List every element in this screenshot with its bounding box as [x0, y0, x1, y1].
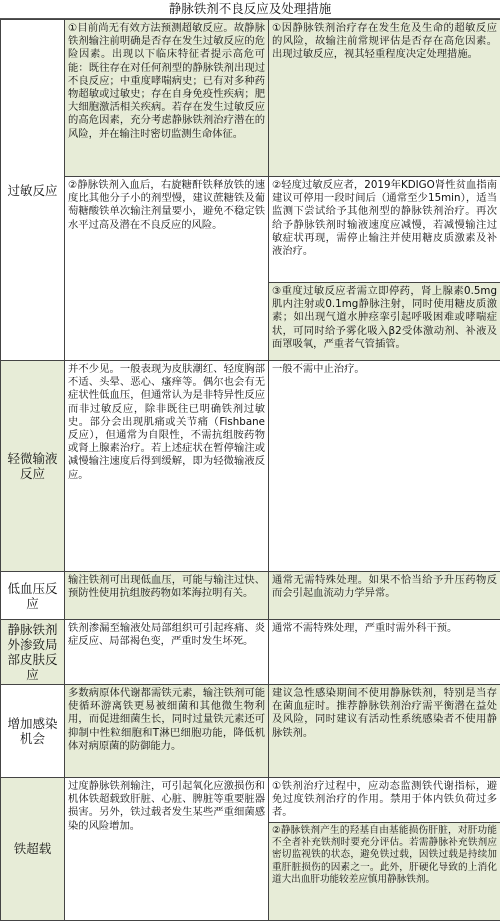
cause-cell: 铁剂渗漏至输液处局部组织可引起疼痛、炎症反应、局部褐色变，严重时发生坏死。: [65, 620, 269, 685]
table-row: [1, 20, 500, 177]
category-cell: 铁超载: [1, 778, 65, 921]
measure-cell: ①铁剂治疗过程中，应动态监测铁代谢指标，避免过度铁剂治疗的作用。禁用于体内铁负荷过多者。: [269, 778, 500, 823]
adverse-reaction-table: [0, 19, 500, 921]
table-row: [1, 620, 500, 685]
cause-cell: ①目前尚无有效方法预测超敏反应。故静脉铁剂输注前明确是否存在发生过敏反应的危险因素。出现以下临床特征者提示高危可能：既往存在对任何剂型的静脉铁剂出现过不良反应；中重度哮喘病史；已有对多种药物超敏或过敏史；存在自身免疫性疾病；肥大细胞激活相关疾病。若存在发生过敏反应的高危因素，充分考虑静脉铁剂治疗潜在的风险，并在输注时密切监测生命体征。: [65, 20, 269, 177]
cause-cell: 并不少见。一般表现为皮肤潮红、轻度胸部不适、头晕、恶心、瘙痒等。偶尔也会有无症状性低血压，但通常认为是非特异性反应而非过敏反应，除非既往已明确铁剂过敏史。部分会出现肌痛或关节痛（Fishbane反应），但通常为自限性，不需抗组胺药物或肾上腺素治疗。若上述症状在暂停输注或减慢输注速度后得到缓解，即为轻微输液反应。: [65, 361, 269, 572]
measure-cell: 建议急性感染期间不使用静脉铁剂，特别是当存在菌血症时。推荐静脉铁剂治疗需平衡潜在益处及风险，同时建议有活动性系统感染者不使用静脉铁剂。: [269, 685, 500, 778]
category-cell: 增加感染机会: [1, 685, 65, 778]
measure-cell: 通常无需特殊处理。如果不恰当给予升压药物反而会引起血流动力学异常。: [269, 572, 500, 620]
cause-cell: 输注铁剂可出现低血压，可能与输注过快、预防性使用抗组胺药物如苯海拉明有关。: [65, 572, 269, 620]
category-cell: 轻微输液反应: [1, 361, 65, 572]
category-cell: 过敏反应: [1, 20, 65, 361]
table-row: [1, 572, 500, 620]
category-cell: 低血压反应: [1, 572, 65, 620]
category-cell: 静脉铁剂外渗致局部皮肤反应: [1, 620, 65, 685]
measure-cell: ②静脉铁剂产生的羟基自由基能损伤肝脏，对肝功能不全者补充铁剂时要充分评估。若需静脉补充铁剂应密切监视铁的状态，避免铁过载，因铁过载是持续加重肝脏损伤的因素之一。此外，肝硬化导致的上消化道大出血肝功能较差应慎用静脉铁剂。: [269, 822, 500, 920]
measure-cell: ②轻度过敏反应者，2019年KDIGO肾性贫血指南建议可停用一段时间后（通常至少15min），适当监测下尝试给予其他剂型的静脉铁剂治疗。再次给予静脉铁剂时输液速度应减慢，若减慢输注过敏症状再现，需停止输注并使用糖皮质激素及补液治疗。: [269, 177, 500, 283]
table-row: [1, 177, 500, 283]
table-row: [1, 361, 500, 572]
cause-cell: 过度静脉铁剂输注，可引起氧化应激损伤和机体铁超载致肝脏、心脏、脾脏等重要脏器损害。另外，铁过载者发生某些严重细菌感染的风险增加。: [65, 778, 269, 921]
measure-cell: ③重度过敏反应者需立即停药，肾上腺素0.5mg肌内注射或0.1mg静脉注射，同时使用糖皮质激素；如出现气道水肿痉挛引起呼吸困难或哮喘症状，可同时给予雾化吸入β2受体激动剂、补液及面罩吸氧，严重者气管插管。: [269, 283, 500, 361]
measure-cell: 一般不需中止治疗。: [269, 361, 500, 572]
table-row: [1, 685, 500, 778]
table-title: 静脉铁剂不良反应及处理措施: [0, 0, 500, 19]
measure-cell: ①因静脉铁剂治疗存在发生危及生命的超敏反应的风险，故输注前常规评估是否存在高危因素。出现过敏反应，视其轻重程度决定处理措施。: [269, 20, 500, 177]
cause-cell: 多数病原体代谢都需铁元素，输注铁剂可能使循环游离铁更易被细菌和其他微生物利用，而促进细菌生长，同时过量铁元素还可抑制中性粒细胞和T淋巴细胞功能，降低机体对病原菌的防御能力。: [65, 685, 269, 778]
measure-cell: 通常不需特殊处理，严重时需外科干预。: [269, 620, 500, 685]
cause-cell: ②静脉铁剂入血后，右旋糖酐铁释放铁的速度比其他分子小的剂型慢，建议蔗糖铁及葡萄糖酸铁单次输注剂量要小，避免不稳定铁水平过高及潜在不良反应的风险。: [65, 177, 269, 361]
table-row: [1, 778, 500, 823]
